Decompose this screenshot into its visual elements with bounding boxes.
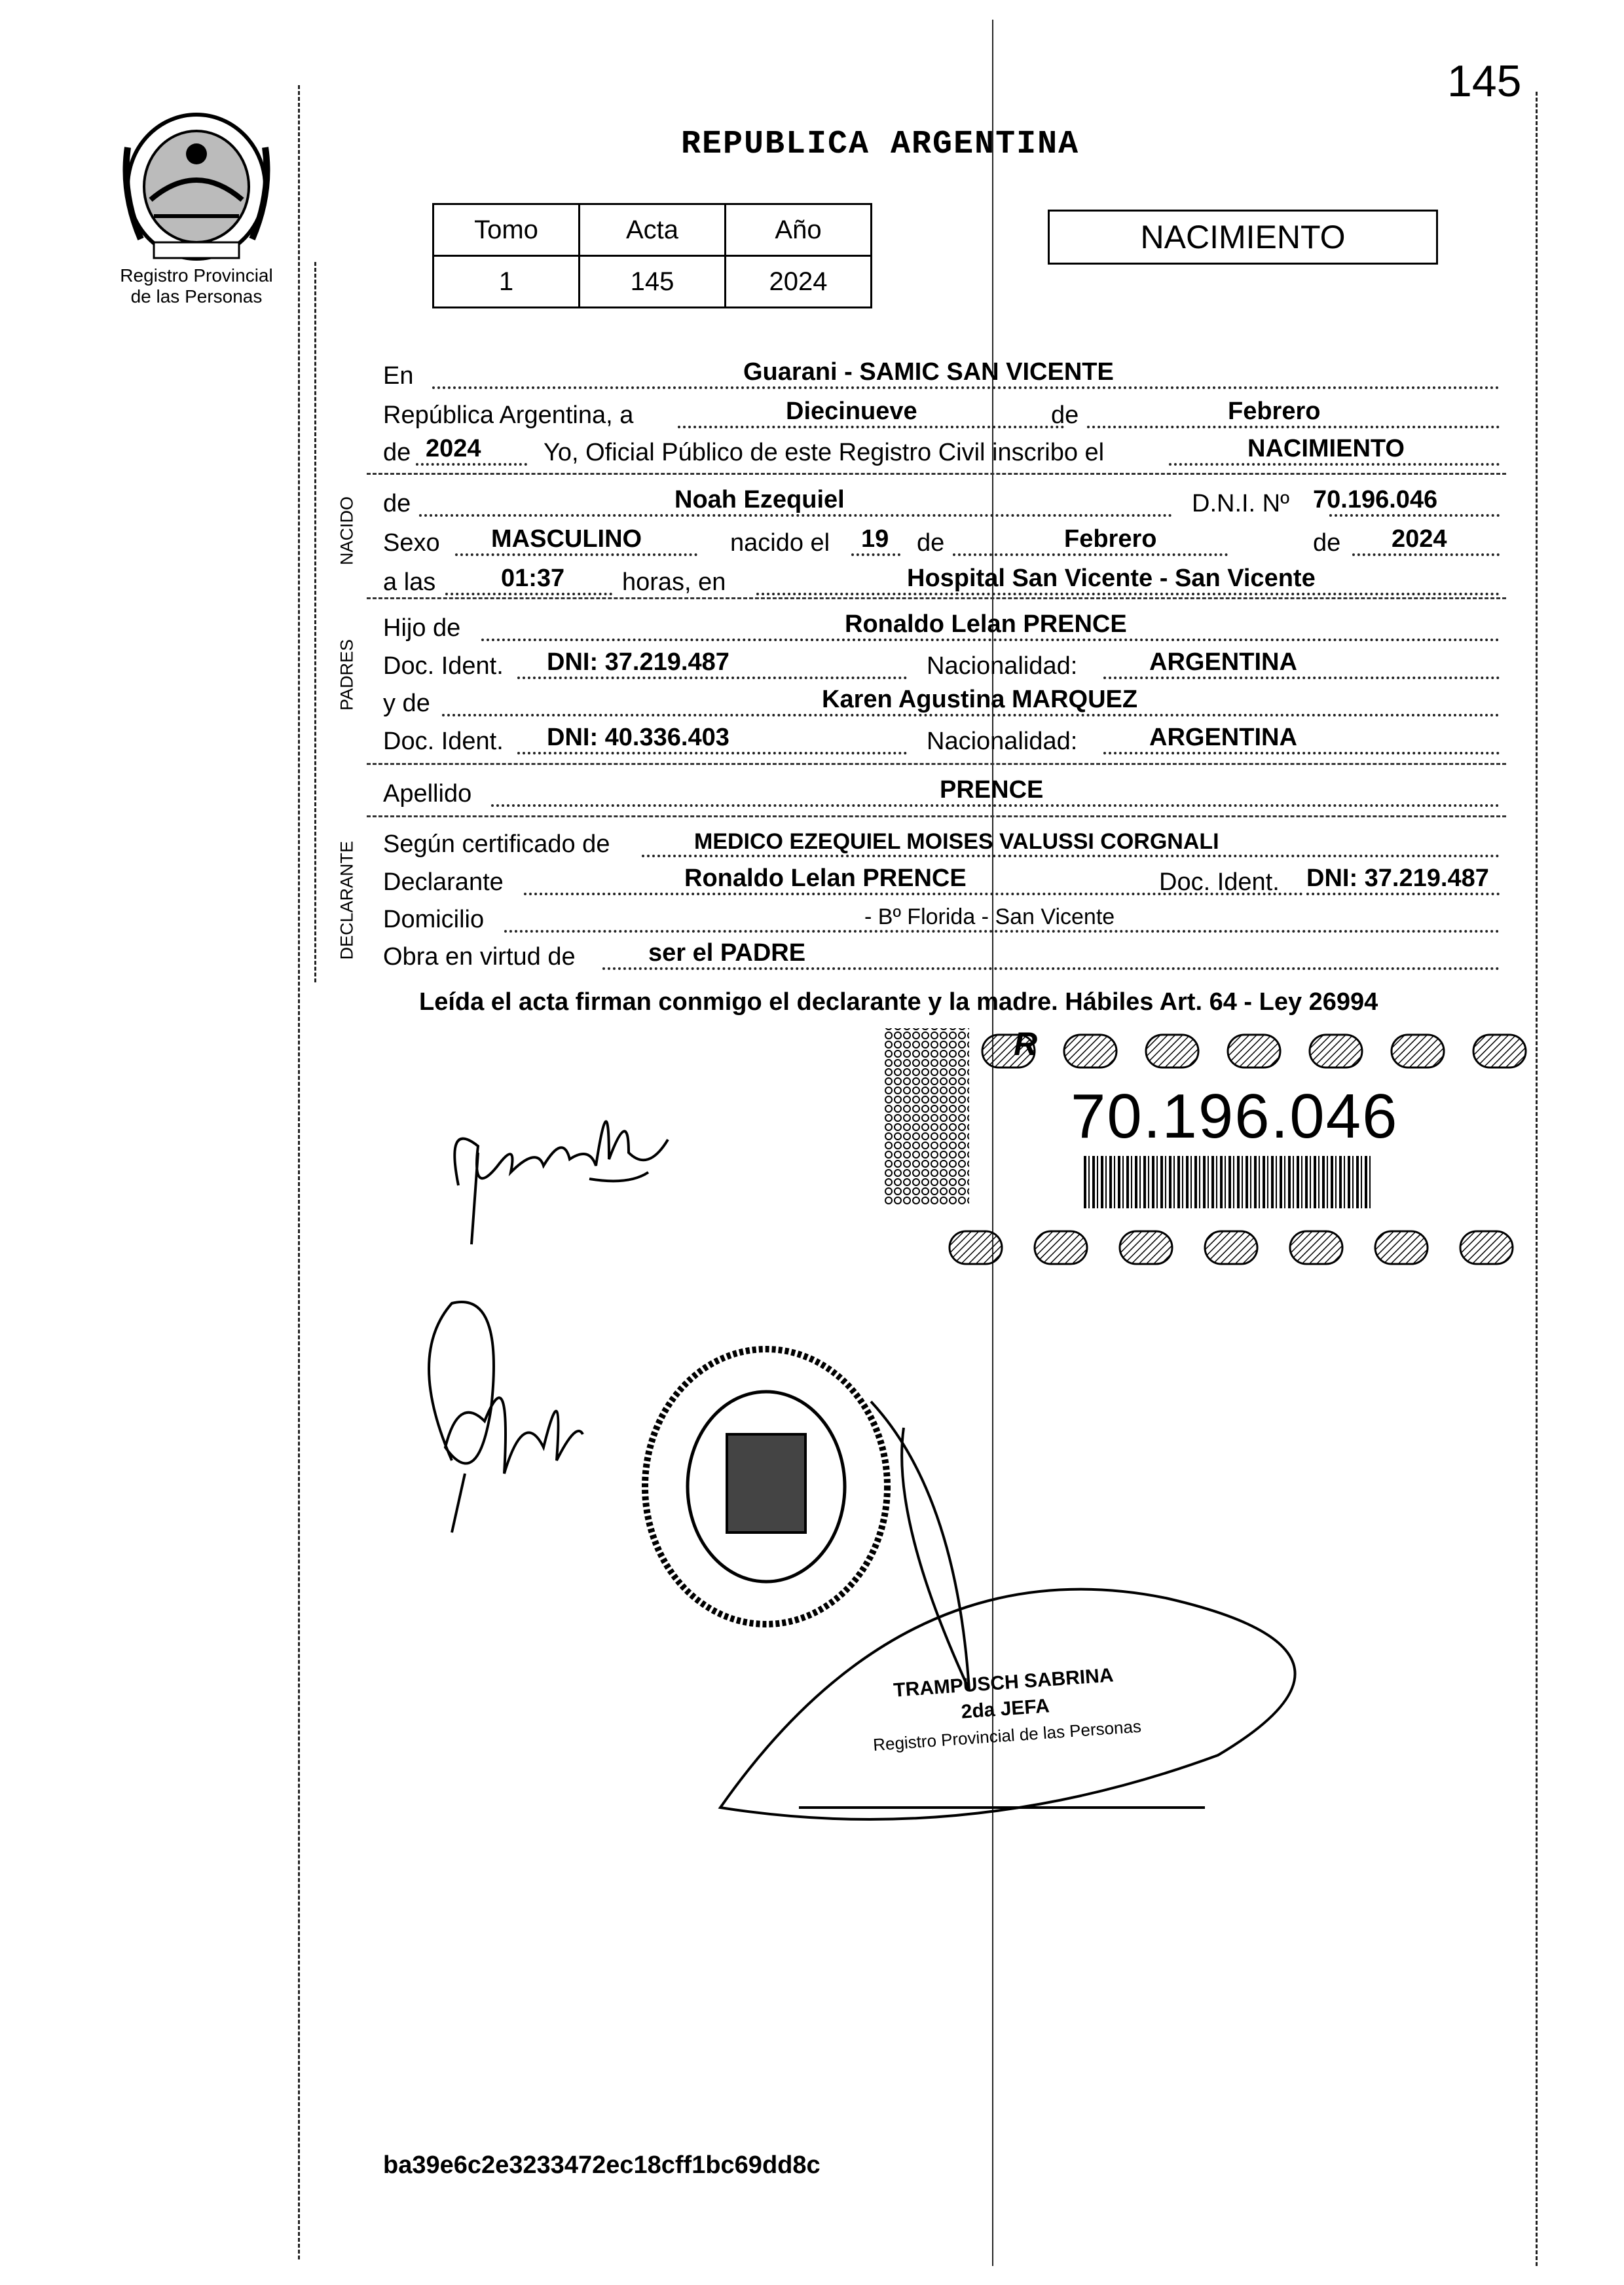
signature-declarant (432, 1068, 694, 1257)
dotted-line (504, 930, 1500, 933)
row-padre (383, 606, 1503, 645)
value-sexo: MASCULINO (491, 525, 642, 553)
side-label-nacido: NACIDO (337, 496, 357, 566)
value-ano: 2024 (726, 256, 872, 308)
value-acta: 145 (580, 256, 726, 308)
row-obra (383, 935, 1503, 974)
header-ano: Año (726, 204, 872, 256)
label-certificado: Según certificado de (383, 830, 610, 858)
sticker-pattern-letter: R (1014, 1026, 1038, 1062)
margin-guide-right (1536, 92, 1538, 2266)
value-birth-day: 19 (861, 525, 889, 553)
row-sexo (383, 521, 1503, 560)
row-en (383, 354, 1503, 393)
value-mother: Karen Agustina MARQUEZ (822, 686, 1138, 713)
page-number: 145 (1447, 56, 1522, 106)
value-time: 01:37 (501, 565, 565, 592)
value-year: 2024 (426, 435, 481, 462)
dotted-line (953, 553, 1228, 556)
header-tomo: Tomo (434, 204, 580, 256)
value-father: Ronaldo Lelan PRENCE (845, 610, 1127, 638)
value-obra: ser el PADRE (648, 939, 806, 967)
dotted-line (1352, 553, 1500, 556)
label-de4: de (917, 529, 945, 557)
value-dni: 70.196.046 (1313, 486, 1438, 513)
label-nacido: nacido el (730, 529, 830, 557)
row-certificado (383, 822, 1503, 861)
dotted-line (642, 855, 1500, 857)
header-acta: Acta (580, 204, 726, 256)
label-domicilio: Domicilio (383, 906, 485, 933)
value-certificado: MEDICO EZEQUIEL MOISES VALUSSI CORGNALI (694, 829, 1219, 854)
value-day: Diecinueve (786, 398, 917, 425)
row-inscripcion (383, 430, 1503, 470)
label-de5: de (1313, 529, 1341, 557)
stamp-line2: 2da JEFA (960, 1695, 1050, 1723)
side-label-declarante: DECLARANTE (337, 840, 357, 960)
label-nacionalidad: Nacionalidad: (927, 652, 1078, 680)
stamp-line3: Registro Provincial de las Personas (872, 1716, 1142, 1755)
dotted-line (481, 639, 1500, 641)
dotted-line (1306, 893, 1500, 895)
row-nombre (383, 481, 1503, 521)
document-hash: ba39e6c2e3233472ec18cff1bc69dd8c (383, 2151, 821, 2179)
separator (367, 763, 1506, 765)
row-padre-doc (383, 644, 1503, 683)
dotted-line (445, 593, 612, 595)
label-en: En (383, 362, 414, 390)
value-birth-month: Febrero (1064, 525, 1157, 553)
row-madre (383, 681, 1503, 720)
logo-caption-line2: de las Personas (130, 286, 263, 307)
dotted-line (416, 463, 527, 466)
label-doc: Doc. Ident. (383, 652, 504, 680)
dotted-line (491, 804, 1500, 807)
value-mother-doc: DNI: 40.336.403 (547, 724, 729, 751)
label-sexo: Sexo (383, 529, 440, 557)
label-declarante: Declarante (383, 868, 504, 896)
dotted-line (851, 553, 900, 556)
row-domicilio (383, 897, 1503, 937)
value-father-doc: DNI: 37.219.487 (547, 648, 729, 676)
dotted-line (602, 967, 1500, 970)
stamp-line1: TRAMPUSCH SABRINA (893, 1664, 1115, 1701)
value-place: Hospital San Vicente - San Vicente (907, 565, 1316, 592)
label-yde: y de (383, 690, 430, 717)
dotted-line (1103, 752, 1500, 754)
barcode (1084, 1156, 1372, 1208)
row-hora (383, 560, 1503, 599)
dotted-line (455, 553, 697, 556)
dotted-line (1103, 677, 1500, 679)
dotted-line (678, 426, 1064, 428)
label-dni: D.N.I. Nº (1192, 490, 1289, 517)
official-signature (707, 1349, 1428, 1860)
value-declarante-doc: DNI: 37.219.487 (1306, 864, 1489, 892)
logo-caption (98, 265, 295, 307)
value-name: Noah Ezequiel (674, 486, 845, 513)
label-obra: Obra en virtud de (383, 943, 576, 971)
logo-caption-line1: Registro Provincial (120, 265, 273, 286)
label-doc2: Doc. Ident. (383, 728, 504, 755)
row-apellido (383, 771, 1503, 811)
dotted-line (419, 514, 1172, 517)
dotted-line (1087, 426, 1500, 428)
provincial-seal-logo (115, 108, 278, 272)
row-madre-doc (383, 719, 1503, 758)
value-inscribe: NACIMIENTO (1247, 435, 1405, 462)
dotted-line (756, 593, 1500, 595)
label-de3: de (383, 490, 411, 517)
label-apellido: Apellido (383, 780, 472, 808)
value-birth-year: 2024 (1392, 525, 1447, 553)
document-title: REPUBLICA ARGENTINA (681, 126, 1080, 163)
label-de: de (1051, 401, 1079, 429)
side-label-padres: PADRES (337, 639, 357, 711)
dotted-line (432, 386, 1500, 389)
value-mother-nat: ARGENTINA (1149, 724, 1297, 751)
label-horas: horas, en (622, 568, 726, 596)
dotted-line (1329, 514, 1500, 517)
register-table (432, 203, 872, 308)
value-en: Guarani - SAMIC SAN VICENTE (743, 358, 1114, 386)
dotted-line (1169, 463, 1500, 466)
label-hijo: Hijo de (383, 614, 461, 642)
margin-guide-left (298, 85, 300, 2259)
label-doc3: Doc. Ident. (1159, 868, 1280, 896)
signature-mother (393, 1277, 602, 1552)
label-a-las: a las (383, 568, 436, 596)
value-month: Febrero (1228, 398, 1321, 425)
margin-guide-left-inner (314, 262, 316, 982)
dotted-line (442, 714, 1500, 716)
sticker-number: 70.196.046 (1071, 1081, 1399, 1151)
row-declarante (383, 860, 1503, 899)
separator (367, 473, 1506, 475)
dotted-line (517, 677, 907, 679)
value-tomo: 1 (434, 256, 580, 308)
value-apellido: PRENCE (940, 776, 1044, 804)
value-domicilio: - Bº Florida - San Vicente (864, 904, 1115, 929)
row-fecha (383, 393, 1503, 432)
value-declarante: Ronaldo Lelan PRENCE (684, 864, 967, 892)
act-type-box: NACIMIENTO (1048, 210, 1438, 265)
separator (367, 815, 1506, 817)
label-nacionalidad2: Nacionalidad: (927, 728, 1078, 755)
label-oficial: Yo, Oficial Público de este Registro Civil inscribo el (544, 439, 1105, 466)
legal-text: Leída el acta firman conmigo el declarante y la madre. Hábiles Art. 64 - Ley 26994 (419, 988, 1378, 1016)
value-father-nat: ARGENTINA (1149, 648, 1297, 676)
label-republica: República Argentina, a (383, 401, 634, 429)
dotted-line (517, 752, 907, 754)
separator (367, 597, 1506, 599)
label-de2: de (383, 439, 411, 466)
